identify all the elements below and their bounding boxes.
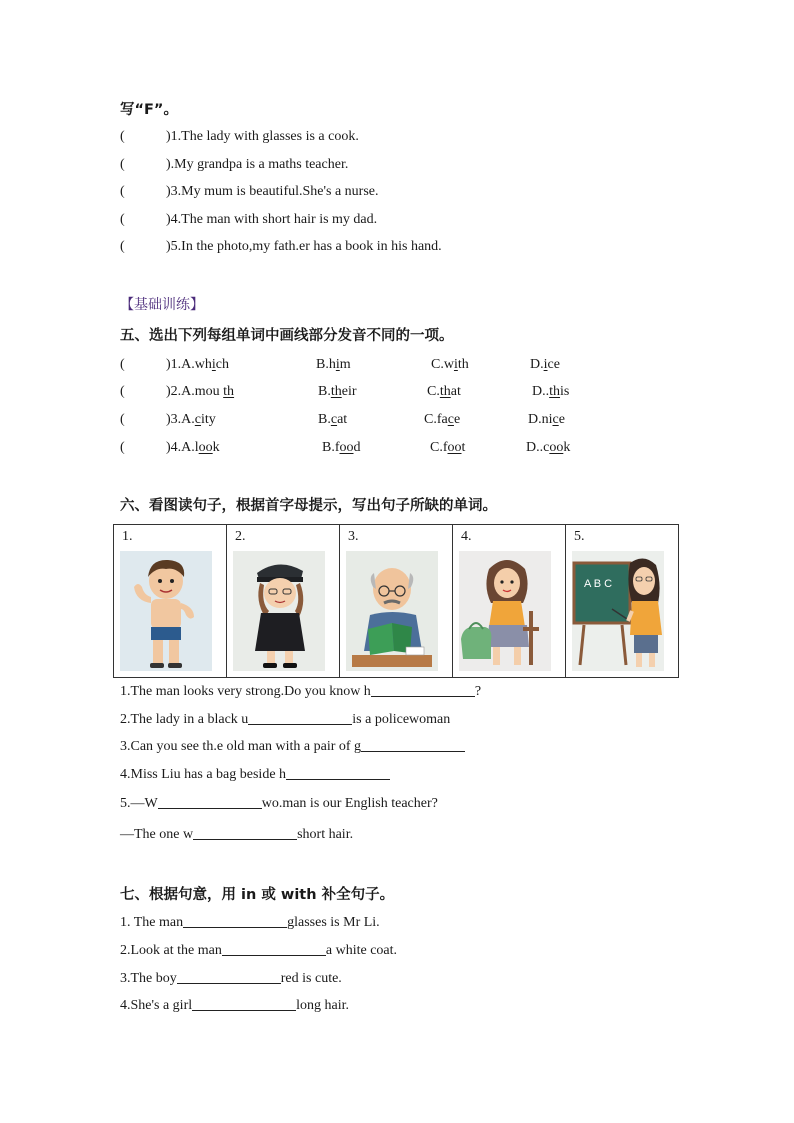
picture-cell-5	[566, 525, 679, 678]
answer-paren[interactable]: (	[120, 212, 125, 227]
part7-title: 七、根据句意，用 in 或 with 补全句子。	[120, 887, 395, 903]
answer-paren[interactable]: (	[120, 184, 125, 199]
answer-blank[interactable]	[158, 794, 262, 809]
choice-d: D.ice	[530, 357, 560, 372]
picture-cell-1	[114, 525, 227, 678]
picture-table	[113, 524, 679, 678]
answer-paren[interactable]: (	[120, 129, 125, 144]
part4-instruction-tail: 写“F”。	[120, 102, 178, 118]
choice-c: C.foot	[430, 440, 466, 455]
answer-blank[interactable]	[222, 941, 326, 956]
picture-cell-3	[340, 525, 453, 678]
part7-sentence-3: 3.The boy red is cute.	[120, 971, 342, 986]
item-text: 1.The lady with glasses is a cook.	[170, 129, 359, 144]
choice-d: D.nice	[528, 412, 565, 427]
choice-b: B.food	[322, 440, 361, 455]
part6-sentence-6: —The one w short hair.	[120, 827, 354, 842]
part7-sentence-4: 4.She's a girl long hair.	[120, 998, 350, 1013]
item-text: 4.The man with short hair is my dad.	[170, 212, 378, 227]
woman-with-bag-picture	[459, 551, 551, 671]
picture-number: 1.	[122, 529, 133, 544]
part5-title: 五、选出下列每组单词中画线部分发音不同的一项。	[120, 328, 454, 344]
answer-paren[interactable]: (	[120, 239, 125, 254]
picture-number: 4.	[461, 529, 472, 544]
paren-close: )	[166, 212, 171, 227]
part6-title: 六、看图读句子，根据首字母提示，写出句子所缺的单词。	[120, 498, 497, 514]
picture-number: 5.	[574, 529, 585, 544]
choice-c: C.with	[431, 357, 469, 372]
choice-b: B.cat	[318, 412, 348, 427]
picture-number: 3.	[348, 529, 359, 544]
svg-text:A B C: A B C	[584, 578, 613, 590]
answer-blank[interactable]	[286, 765, 390, 780]
part4-item-4	[120, 212, 377, 228]
answer-paren[interactable]: (	[120, 412, 125, 427]
answer-blank[interactable]	[248, 710, 352, 725]
paren-close: )	[166, 239, 171, 254]
answer-paren[interactable]: (	[120, 157, 125, 172]
paren-close: )	[166, 157, 171, 172]
answer-blank[interactable]	[183, 913, 287, 928]
part6-sentence-1: 1.The man looks very strong.Do you know h ?	[120, 684, 482, 699]
answer-blank[interactable]	[371, 682, 475, 697]
item-text: 3.My mum is beautiful.She's a nurse.	[170, 184, 379, 199]
picture-cell-2	[227, 525, 340, 678]
part6-sentence-2: 2.The lady in a black u is a policewoman	[120, 712, 451, 727]
choice-c: C.that	[427, 384, 461, 399]
policewoman-picture	[233, 551, 325, 671]
answer-blank[interactable]	[192, 996, 296, 1011]
choice-a: )3.A.city	[166, 412, 216, 427]
choice-a: )4.A.look	[166, 440, 220, 455]
answer-blank[interactable]	[193, 825, 297, 840]
part6-sentence-4: 4.Miss Liu has a bag beside h	[120, 765, 390, 783]
part4-item-2	[120, 157, 348, 173]
part6-sentence-3: 3.Can you see th.e old man with a pair of g	[120, 737, 465, 755]
choice-a: )2.A.mou th	[166, 384, 235, 399]
choice-b: B.their	[318, 384, 357, 399]
paren-close: )	[166, 184, 171, 199]
answer-blank[interactable]	[177, 969, 281, 984]
part6-sentence-5: 5.—W wo.man is our English teacher?	[120, 796, 438, 811]
strong-boy-picture	[120, 551, 212, 671]
picture-cell-4	[453, 525, 566, 678]
choice-c: C.face	[424, 412, 461, 427]
answer-paren[interactable]: (	[120, 384, 125, 399]
answer-paren[interactable]: (	[120, 357, 125, 372]
part4-item-3	[120, 184, 379, 200]
part4-item-1	[120, 129, 359, 145]
basic-training-heading: 【基础训练】	[120, 297, 204, 313]
part7-sentence-2: 2.Look at the man a white coat.	[120, 943, 398, 958]
choice-d: D..this	[532, 384, 570, 399]
answer-blank[interactable]	[361, 737, 465, 752]
paren-close: )	[166, 129, 171, 144]
part4-item-5	[120, 239, 442, 255]
choice-a: )1.A.which	[166, 357, 230, 372]
part7-sentence-1: 1. The man glasses is Mr Li.	[120, 915, 380, 930]
old-man-reading-picture	[346, 551, 438, 671]
choice-d: D..cook	[526, 440, 571, 455]
picture-number: 2.	[235, 529, 246, 544]
teacher-at-board-picture	[572, 551, 664, 671]
item-text: 5.In the photo,my fath.er has a book in his hand.	[170, 239, 442, 254]
answer-paren[interactable]: (	[120, 440, 125, 455]
choice-b: B.him	[316, 357, 351, 372]
item-text: .My grandpa is a maths teacher.	[170, 157, 349, 172]
